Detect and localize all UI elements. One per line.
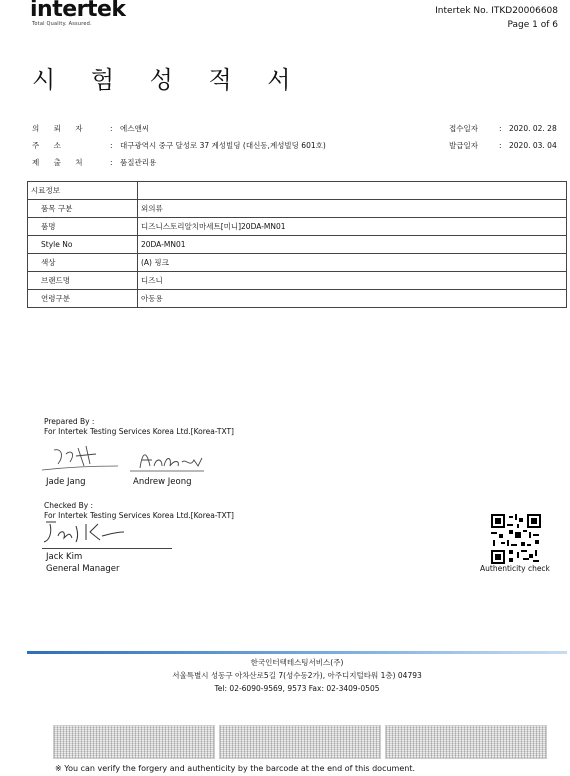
- row-key: 품목 구분: [28, 200, 138, 218]
- authenticity-caption: Authenticity check: [480, 564, 550, 573]
- preparer-name-2: Andrew Jeong: [133, 477, 192, 487]
- prepared-label: Prepared By :: [44, 417, 95, 426]
- address-value: 대구광역시 중구 달성로 37 계성빌딩 (대신동,계성빌딩 601호): [120, 141, 326, 150]
- address-label: 주 소: [32, 141, 67, 150]
- jack-kim-signature: [40, 518, 140, 548]
- prepared-by-block: [44, 417, 234, 437]
- row-key: 브랜드명: [28, 272, 138, 290]
- sample-info-table: [27, 181, 567, 308]
- page-indicator: Page 1 of 6: [507, 20, 558, 30]
- row-value: 디즈니: [138, 272, 567, 290]
- checker-name: Jack Kim: [46, 552, 83, 562]
- purpose-value: 품질관리용: [120, 158, 157, 167]
- footer-company: 한국인터텍테스팅서비스(주): [250, 658, 344, 667]
- row-key: 색상: [28, 254, 138, 272]
- checked-label: Checked By :: [44, 501, 94, 510]
- received-label: 접수일자: [449, 124, 478, 133]
- table-row: [28, 272, 567, 290]
- colon: :: [110, 141, 113, 150]
- logo-tagline: Total Quality. Assured.: [32, 21, 92, 27]
- authentication-barcode: [53, 725, 215, 759]
- table-row: [28, 254, 567, 272]
- row-key: Style No: [28, 236, 138, 254]
- issued-label: 발급일자: [449, 141, 478, 150]
- authentication-barcode: [219, 725, 381, 759]
- colon: :: [110, 158, 113, 167]
- verification-note: ※ You can verify the forgery and authenticity by the barcode at the end of this document.: [55, 764, 415, 773]
- date-info: [449, 120, 557, 154]
- logo-wordmark: intertek: [30, 0, 126, 22]
- client-info: [32, 120, 326, 171]
- table-row: [28, 200, 567, 218]
- jade-jang-signature: [40, 444, 120, 474]
- row-value: 20DA-MN01: [138, 236, 567, 254]
- footer-contact: Tel: 02-6090-9569, 9573 Fax: 02-3409-0505: [214, 684, 380, 693]
- applicant-label: 의 뢰 자: [32, 124, 89, 133]
- table-row: [28, 218, 567, 236]
- row-value: 디즈니스토리알치마세트[미니]20DA-MN01: [138, 218, 567, 236]
- address-row: [32, 137, 326, 154]
- checked-org: For Intertek Testing Services Korea Ltd.[Korea-TXT]: [44, 511, 234, 520]
- checker-position: General Manager: [46, 564, 120, 574]
- colon: :: [499, 124, 502, 133]
- row-value: 아동용: [138, 290, 567, 308]
- checked-signature-line: [42, 548, 172, 549]
- report-number: Intertek No. ITKD20006608: [435, 6, 558, 16]
- document-title: 시 험 성 적 서: [32, 66, 305, 94]
- qr-code-icon[interactable]: [490, 514, 542, 564]
- issued-date: 2020. 03. 04: [509, 141, 557, 150]
- section-label: 시료정보: [28, 182, 138, 200]
- prepared-org: For Intertek Testing Services Korea Ltd.[Korea-TXT]: [44, 427, 234, 436]
- footer-address: 서울특별시 성동구 아차산로5길 7(성수동2가), 아주디지털타워 1층) 04793: [172, 671, 422, 680]
- table-header-row: [28, 182, 567, 200]
- row-value: (A) 핑크: [138, 254, 567, 272]
- intertek-logo: [30, 0, 126, 27]
- colon: :: [110, 124, 113, 133]
- row-value: 외의류: [138, 200, 567, 218]
- footer-divider: [27, 651, 567, 654]
- received-row: [449, 120, 557, 137]
- report-number-block: [435, 4, 558, 32]
- received-date: 2020. 02. 28: [509, 124, 557, 133]
- authentication-barcode: [385, 725, 547, 759]
- table-row: [28, 236, 567, 254]
- colon: :: [499, 141, 502, 150]
- issued-row: [449, 137, 557, 154]
- row-key: 품명: [28, 218, 138, 236]
- purpose-label: 제 출 처: [32, 158, 89, 167]
- row-key: 연령구분: [28, 290, 138, 308]
- purpose-row: [32, 154, 326, 171]
- andrew-jeong-signature: [128, 446, 208, 474]
- applicant-value: 에스앤씨: [120, 124, 149, 133]
- section-blank: [138, 182, 567, 200]
- preparer-name-1: Jade Jang: [46, 477, 86, 487]
- applicant-row: [32, 120, 326, 137]
- table-row: [28, 290, 567, 308]
